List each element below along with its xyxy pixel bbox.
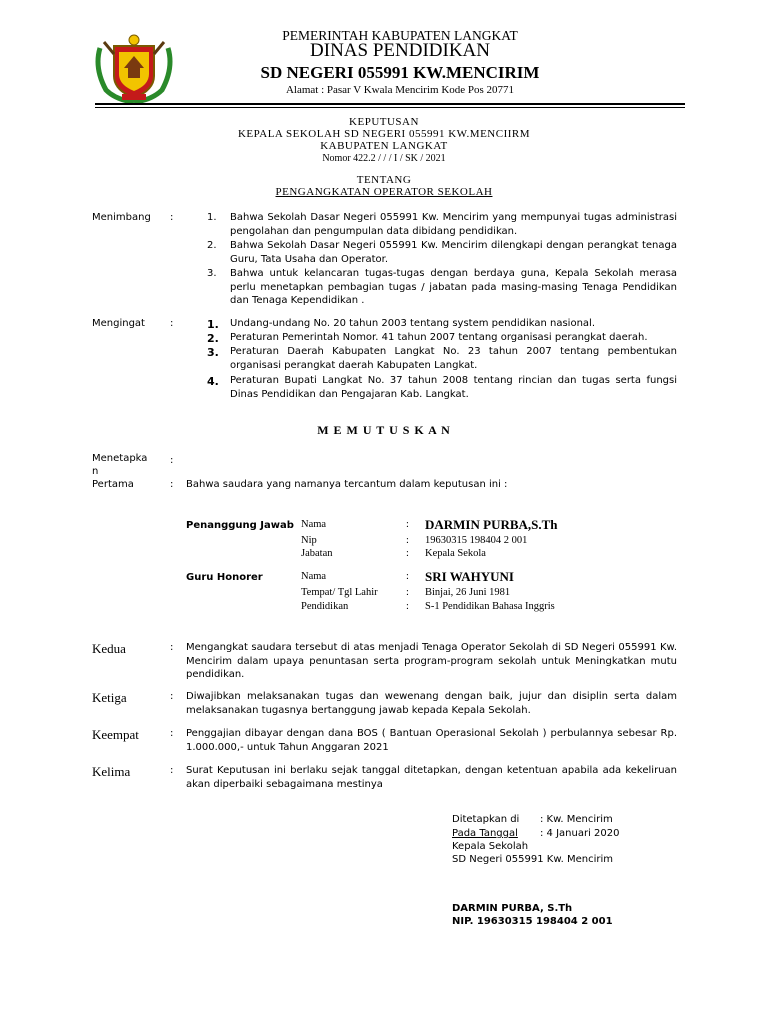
kedua-label: Kedua xyxy=(92,641,126,656)
mengingat-item-1: Undang-undang No. 20 tahun 2003 tentang system pendidikan nasional. xyxy=(230,318,595,329)
mengingat-num-3: 3. xyxy=(207,346,219,359)
pj-nip-label: Nip xyxy=(301,535,317,546)
mengingat-num-2: 2. xyxy=(207,332,219,345)
sign-nip: NIP. 19630315 198404 2 001 xyxy=(452,916,613,927)
mengingat-num-4: 4. xyxy=(207,375,219,388)
menimbang-num-2: 2. xyxy=(207,240,217,251)
gh-ttl-value: Binjai, 26 Juni 1981 xyxy=(425,587,511,598)
gh-pendidikan-value: S-1 Pendidikan Bahasa Inggris xyxy=(425,601,555,612)
gh-role: Guru Honorer xyxy=(186,572,263,583)
kedua-text: Mengangkat saudara tersebut di atas menjadi Tenaga Operator Sekolah di SD Negeri 055991 Kw. Mencirim dalam upaya penuntasan serta program-program sekolah untuk Meningkatkan mutu pendidikan. xyxy=(186,642,677,680)
pj-jabatan-label: Jabatan xyxy=(301,548,333,559)
title-nomor: Nomor 422.2 / / / I / SK / 2021 xyxy=(322,153,446,164)
menetapkan-label: Menetapka xyxy=(92,453,148,464)
menimbang-colon: : xyxy=(170,212,174,223)
menimbang-num-1: 1. xyxy=(207,212,217,223)
menimbang-label: Menimbang xyxy=(92,212,151,223)
pj-jabatan-value: Kepala Sekola xyxy=(425,548,486,559)
gh-ttl-colon: : xyxy=(406,587,409,598)
menetapkan-colon: : xyxy=(170,455,174,466)
keempat-colon: : xyxy=(170,728,174,739)
gh-nama-value: SRI WAHYUNI xyxy=(425,569,514,584)
ditetapkan-value: : Kw. Mencirim xyxy=(540,814,613,825)
mengingat-num-1: 1. xyxy=(207,318,219,331)
sign-name: DARMIN PURBA, S.Th xyxy=(452,903,573,914)
pertama-label: Pertama xyxy=(92,479,134,490)
header-address: Alamat : Pasar V Kwala Mencirim Kode Pos 20771 xyxy=(285,84,515,96)
pj-nama-label: Nama xyxy=(301,519,327,530)
title-kabupaten: KABUPATEN LANGKAT xyxy=(320,140,448,152)
tanggal-value: : 4 Januari 2020 xyxy=(540,828,620,839)
sign-role-1: Kepala Sekolah xyxy=(452,841,529,852)
ditetapkan-label: Ditetapkan di xyxy=(452,814,520,825)
ketiga-label: Ketiga xyxy=(92,690,127,705)
pj-nama-colon: : xyxy=(406,519,409,530)
mengingat-item-2: Peraturan Pemerintah Nomor. 41 tahun 2007 tentang organisasi perangkat daerah. xyxy=(230,332,648,343)
gh-nama-label: Nama xyxy=(301,571,327,582)
mengingat-label: Mengingat xyxy=(92,318,145,329)
gh-pendidikan-colon: : xyxy=(406,601,409,612)
keempat-label: Keempat xyxy=(92,727,139,742)
gh-nama-colon: : xyxy=(406,571,409,582)
pertama-text: Bahwa saudara yang namanya tercantum dalam keputusan ini : xyxy=(186,479,508,490)
menimbang-item-2: Bahwa Sekolah Dasar Negeri 055991 Kw. Mencirim dilengkapi dengan perangkat tenaga Guru, Tata Usaha dan Operator. xyxy=(230,240,677,265)
title-kepala-sekolah: KEPALA SEKOLAH SD NEGERI 055991 KW.MENCIIRM xyxy=(237,128,531,140)
menimbang-item-1: Bahwa Sekolah Dasar Negeri 055991 Kw. Mencirim yang mempunyai tugas administrasi pengolahan dan pengumpulan data dibidang pendidikan. xyxy=(230,212,677,237)
gh-ttl-label: Tempat/ Tgl Lahir xyxy=(301,587,378,598)
title-keputusan: KEPUTUSAN xyxy=(349,116,419,128)
header-divider-thin xyxy=(95,107,685,108)
mengingat-item-3: Peraturan Daerah Kabupaten Langkat No. 23 tahun 2007 tentang pembentukan organisasi perangkat daerah Kabupaten Langkat. xyxy=(230,346,677,371)
keempat-text: Penggajian dibayar dengan dana BOS ( Bantuan Operasional Sekolah ) perbulannya sebesar Rp. 1.000.000,- untuk Tahun Anggaran 2021 xyxy=(186,728,677,753)
tanggal-label: Pada Tanggal xyxy=(452,828,518,839)
menimbang-item-3: Bahwa untuk kelancaran tugas-tugas dengan berdaya guna, Kepala Sekolah merasa perlu menetapkan pembagian tugas / jabatan pada masing-masing Tenaga Pendidikan dan Tenaga Kependidikan . xyxy=(230,268,677,306)
mengingat-item-4: Peraturan Bupati Langkat No. 37 tahun 2008 tentang rincian dan tugas serta fungsi Dinas Pendidikan dan Pengajaran Kab. Langkat. xyxy=(230,375,677,400)
header-line-1: PEMERINTAH KABUPATEN LANGKAT xyxy=(282,28,518,43)
pj-nama-value: DARMIN PURBA,S.Th xyxy=(425,517,558,532)
header-divider-thick xyxy=(95,103,685,105)
sign-role-2: SD Negeri 055991 Kw. Mencirim xyxy=(452,854,613,865)
title-subject: PENGANGKATAN OPERATOR SEKOLAH xyxy=(275,186,493,198)
title-tentang: TENTANG xyxy=(356,174,412,186)
mengingat-colon: : xyxy=(170,318,174,329)
ketiga-text: Diwajibkan melaksanakan tugas dan wewenang dengan baik, jujur dan disiplin serta dalam melaksanakan tugasnya bertanggung jawab kepada Kepala Sekolah. xyxy=(186,691,677,716)
pj-jabatan-colon: : xyxy=(406,548,409,559)
header-line-3: SD NEGERI 055991 KW.MENCIRIM xyxy=(260,63,540,82)
memutuskan-heading: M E M U T U S K A N xyxy=(317,423,451,437)
pj-role: Penanggung Jawab xyxy=(186,520,294,531)
kelima-label: Kelima xyxy=(92,764,131,779)
pertama-colon: : xyxy=(170,479,174,490)
kelima-text: Surat Keputusan ini berlaku sejak tanggal ditetapkan, dengan ketentuan apabila ada kekeliruan akan diperbaiki sebagaimana mestinya xyxy=(186,765,677,790)
kelima-colon: : xyxy=(170,765,174,776)
menimbang-num-3: 3. xyxy=(207,268,217,279)
ketiga-colon: : xyxy=(170,691,174,702)
kedua-colon: : xyxy=(170,642,174,653)
header-line-2: DINAS PENDIDIKAN xyxy=(310,40,490,61)
menetapkan-label-wrap: n xyxy=(92,466,99,477)
pj-nip-colon: : xyxy=(406,535,409,546)
tanggal-row xyxy=(452,828,632,839)
gh-pendidikan-label: Pendidikan xyxy=(301,601,349,612)
regency-emblem-icon xyxy=(92,28,176,104)
pj-nip-value: 19630315 198404 2 001 xyxy=(425,535,528,546)
